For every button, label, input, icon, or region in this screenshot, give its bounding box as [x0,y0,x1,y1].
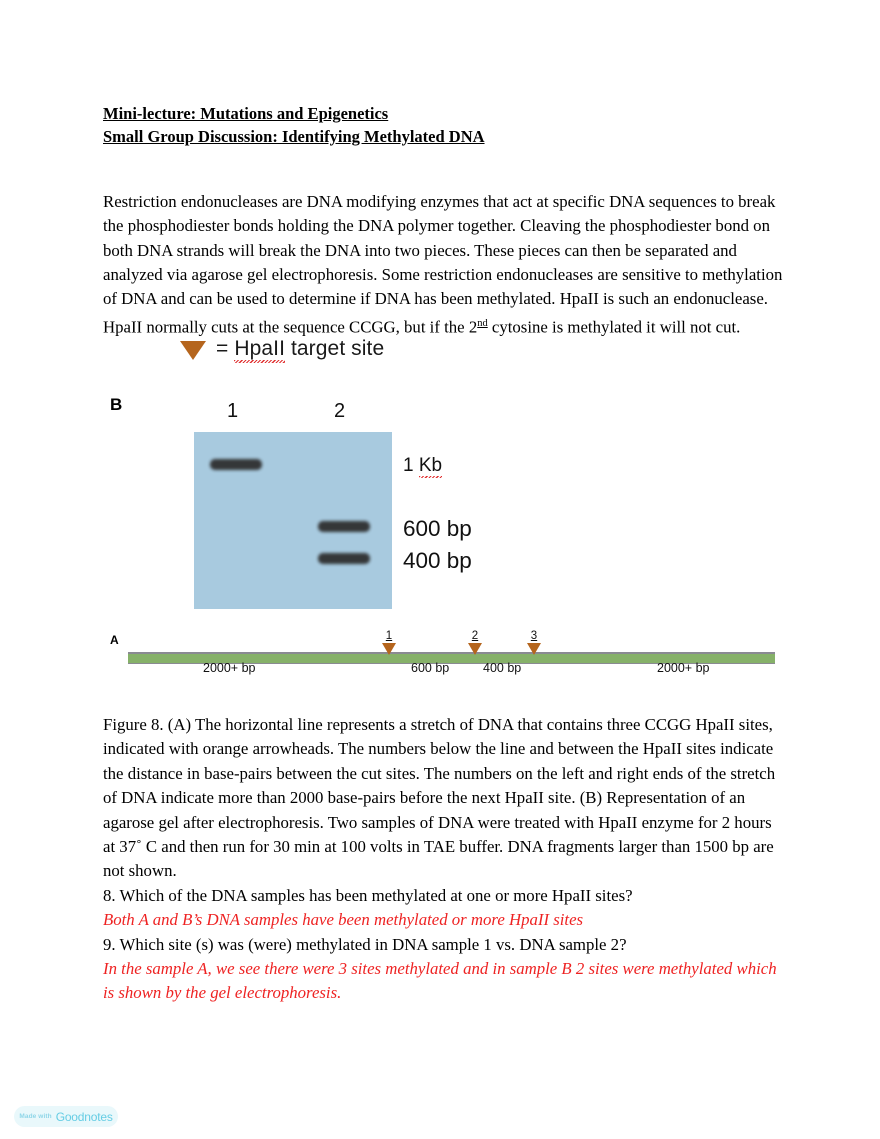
hpaii-site-1-number: 1 [385,630,393,642]
gel-band-lane2-400bp [318,553,370,564]
watermark-brand: Goodnotes [55,1109,113,1124]
gel-marker-label-1kb [403,455,442,477]
heading-mini-lecture: Mini-lecture: Mutations and Epigenetics [103,104,389,123]
legend-term-hpaii: HpaII [234,337,286,360]
heading-row-2 [103,126,803,149]
gel-marker-label-400bp: 400 bp [403,548,472,573]
answer-8: Both A and B’s DNA samples have been methylated or more HpaII sites [103,910,584,930]
figure-caption: Figure 8. (A) The horizontal line represents a stretch of DNA that contains three CCGG HpaII sites, indicated with orange arrowheads. The numbers below the line and between the HpaII sites indicate the distance in base-pairs between the cut sites. The numbers on the left and right ends of the stretch of DNA indicate more than 2000 base-pairs before the next HpaII site. (B) Representation of an agarose gel after electrophoresis. Two samples of DNA were treated with HpaII enzyme for 2 hours at 37˚ C and then run for 30 min at 100 volts in TAE buffer. DNA fragments larger than 1500 bp are not shown. [103,715,776,881]
legend-text [216,337,384,361]
panel-a-label: A [110,633,119,647]
intro-paragraph [103,190,783,340]
orange-triangle-down-icon [527,643,541,655]
hpaii-site-2-number: 2 [471,630,479,642]
intro-paragraph-part1: Restriction endonucleases are DNA modifying enzymes that act at specific DNA sequences to break the phosphodiester bonds holding the DNA polymer together. Cleaving the phosphodiester bond on both DNA strands will break the DNA into two pieces. These pieces can then be separated and analyzed via agarose gel electrophoresis. Some restriction endonucleases are sensitive to methylation of DNA and can be used to determine if DNA has been methylated. HpaII is such an endonuclease. HpaII normally cuts at the sequence CCGG, but if the 2 [103,191,783,337]
intro-paragraph-part2: cytosine is methylated it will not cut. [487,317,741,337]
document-headings [103,103,803,149]
intro-superscript-nd: nd [477,317,488,329]
heading-row-1 [103,103,803,126]
hpaii-site-2 [462,630,488,655]
watermark-made-with: Made with [19,1113,52,1120]
gel-marker-label-600bp: 600 bp [403,516,472,541]
gel-lane-number-2: 2 [334,400,346,422]
gel-band-lane1-1kb [210,459,262,470]
hpaii-site-1 [376,630,402,655]
dna-segment-label-400bp: 400 bp [483,661,522,675]
orange-triangle-down-icon [468,643,482,655]
legend-hpaii-target-site [180,337,384,361]
gel-band-lane2-600bp [318,521,370,532]
caption-and-questions [103,713,779,1006]
orange-triangle-down-icon [180,341,206,360]
dna-segment-label-left: 2000+ bp [203,661,256,675]
gel-lane-number-1: 1 [227,400,239,422]
marker-1kb-prefix: 1 [403,455,419,476]
hpaii-site-3 [521,630,547,655]
dna-segment-label-right: 2000+ bp [657,661,710,675]
hpaii-site-3-number: 3 [530,630,538,642]
legend-rest: target site [285,337,385,360]
question-9: 9. Which site (s) was (were) methylated in DNA sample 1 vs. DNA sample 2? [103,934,627,954]
question-8: 8. Which of the DNA samples has been methylated at one or more HpaII sites? [103,885,633,905]
agarose-gel [194,432,392,609]
orange-triangle-down-icon [382,643,396,655]
answer-9: In the sample A, we see there were 3 sites methylated and in sample B 2 sites were methylated which is shown by the gel electrophoresis. [103,959,777,1003]
panel-b-label: B [110,395,123,414]
legend-equals: = [216,337,229,360]
dna-segment-label-600bp: 600 bp [411,661,450,675]
goodnotes-watermark [14,1106,118,1127]
heading-small-group-discussion: Small Group Discussion: Identifying Methylated DNA [103,127,485,146]
marker-1kb-unit: Kb [418,455,443,476]
